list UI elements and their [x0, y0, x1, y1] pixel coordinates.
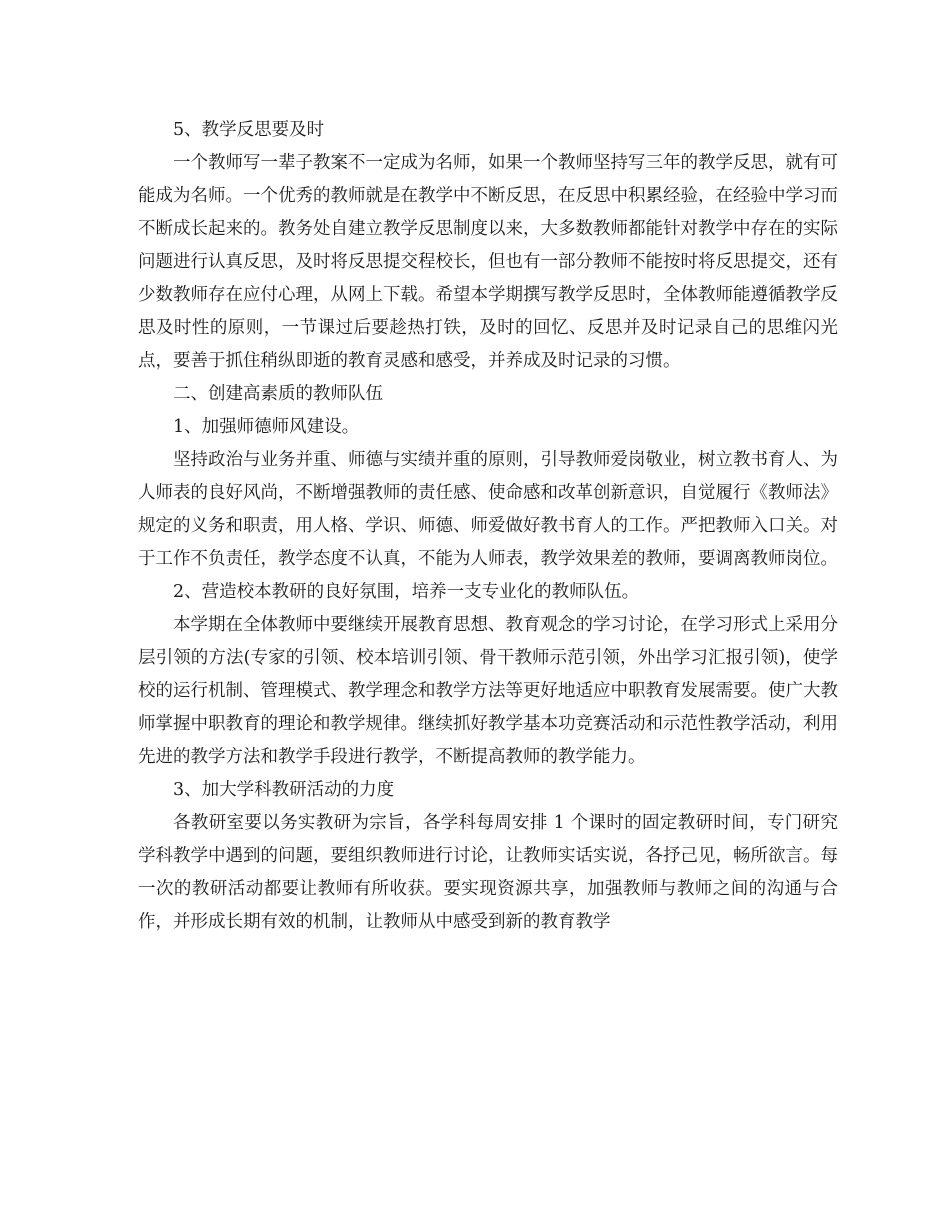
section-heading-subject-research: 3、加大学科教研活动的力度: [173, 780, 395, 800]
section-heading-teacher-team: 二、创建高素质的教师队伍: [173, 384, 383, 404]
section-heading-school-research: 2、营造校本教研的良好氛围，培养一支专业化的教师队伍。: [173, 582, 640, 602]
paragraph-subject-research: 各教研室要以务实教研为宗旨，各学科每周安排 1 个课时的固定教研时间，专门研究学科教学中遇到的问题，要组织教师进行讨论，让教师实话实说，各抒己见，畅所欲言。每一次的教研活动都要让教师有所收获。要实现资源共享，加强教师与教师之间的沟通与合作，并形成长期有效的机制，让教师从中感受到新的教育教学: [138, 813, 838, 932]
document-body: [138, 114, 838, 939]
section-heading-ethics: 1、加强师德师风建设。: [173, 417, 360, 437]
paragraph-reflection: 一个教师写一辈子教案不一定成为名师，如果一个教师坚持写三年的教学反思，就有可能成为名师。一个优秀的教师就是在教学中不断反思，在反思中积累经验，在经验中学习而不断成长起来的。教务处自建立教学反思制度以来，大多数教师都能针对教学中存在的实际问题进行认真反思，及时将反思提交程校长，但也有一部分教师不能按时将反思提交，还有少数教师存在应付心理，从网上下载。希望本学期撰写教学反思时，全体教师能遵循教学反思及时性的原则，一节课过后要趁热打铁，及时的回忆、反思并及时记录自己的思维闪光点，要善于抓住稍纵即逝的教育灵感和感受，并养成及时记录的习惯。: [138, 153, 838, 371]
paragraph-ethics: 坚持政治与业务并重、师德与实绩并重的原则，引导教师爱岗敬业，树立教书育人、为人师表的良好风尚，不断增强教师的责任感、使命感和改革创新意识，自觉履行《教师法》规定的义务和职责，用人格、学识、师德、师爱做好教书育人的工作。严把教师入口关。对于工作不负责任，教学态度不认真，不能为人师表，教学效果差的教师，要调离教师岗位。: [138, 450, 838, 569]
section-heading-reflection: 5、教学反思要及时: [173, 120, 325, 140]
paragraph-school-research: 本学期在全体教师中要继续开展教育思想、教育观念的学习讨论，在学习形式上采用分层引领的方法(专家的引领、校本培训引领、骨干教师示范引领，外出学习汇报引领)，使学校的运行机制、管理模式、教学理念和教学方法等更好地适应中职教育发展需要。使广大教师掌握中职教育的理论和教学规律。继续抓好教学基本功竞赛活动和示范性教学活动，利用先进的教学方法和教学手段进行教学，不断提高教师的教学能力。: [138, 615, 838, 767]
